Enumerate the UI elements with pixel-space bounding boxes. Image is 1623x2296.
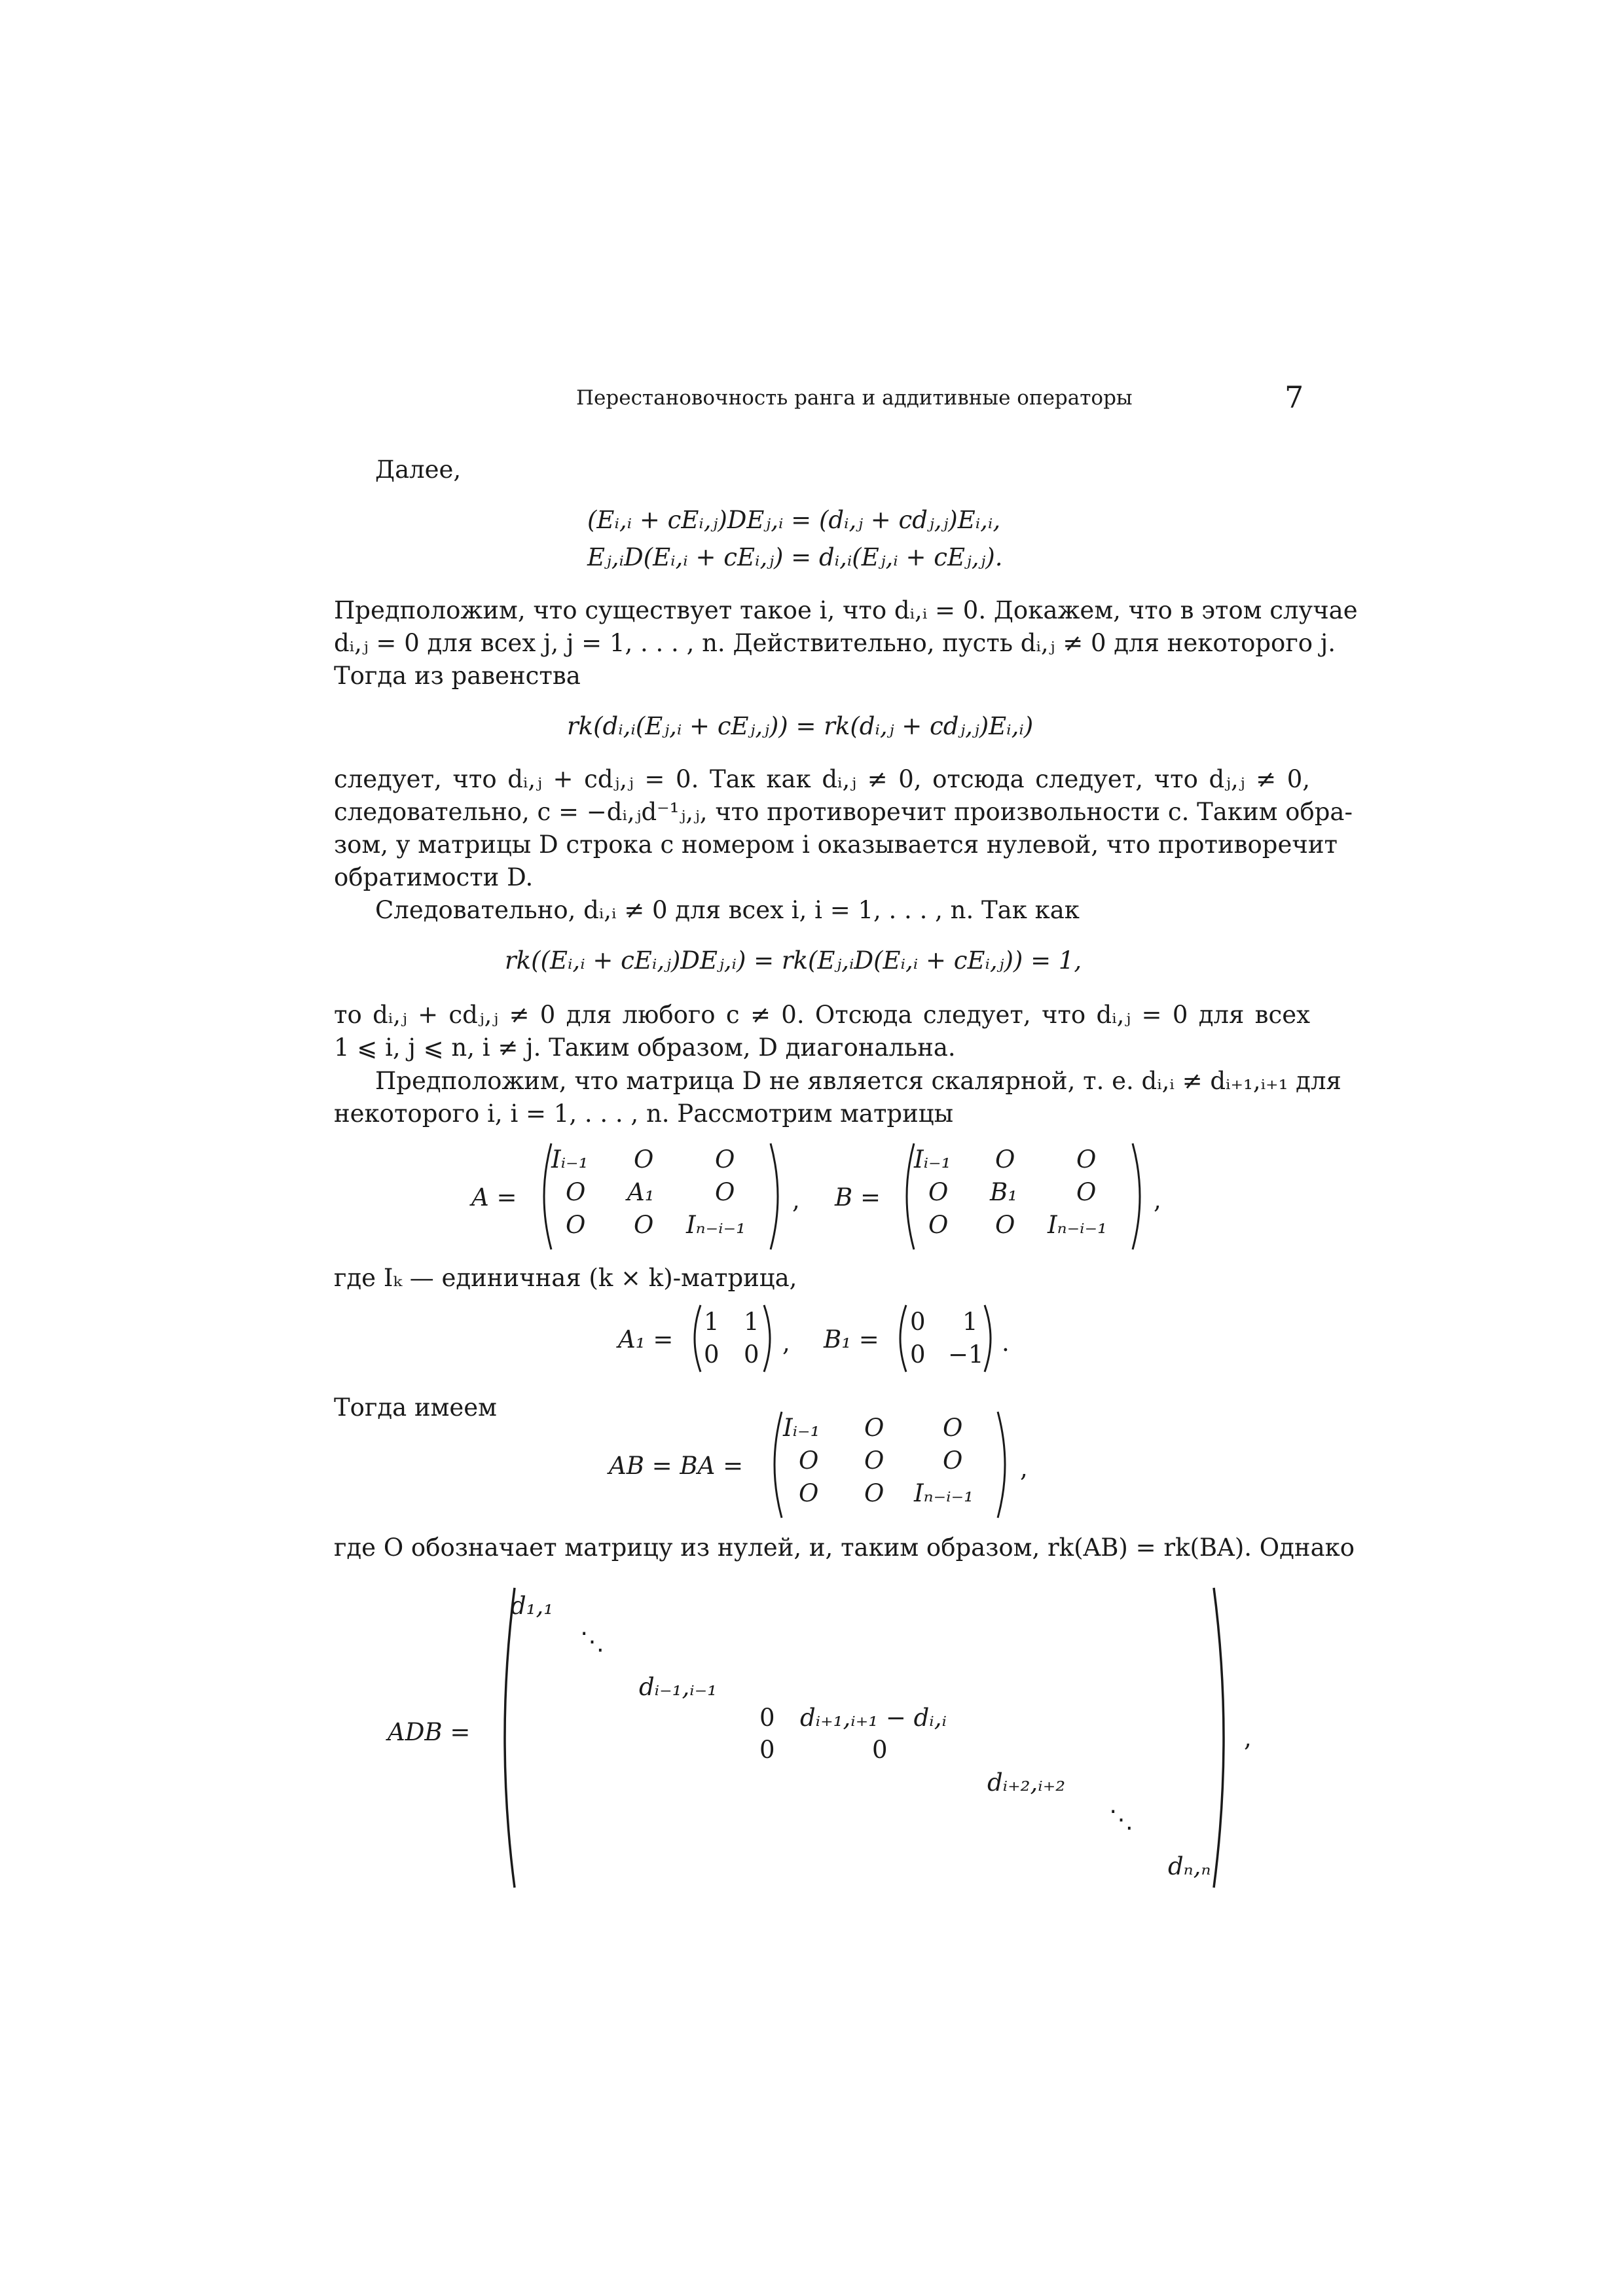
right-paren-icon xyxy=(768,1141,788,1252)
matrix-cell: O xyxy=(864,1479,884,1507)
matrix-trailing-punct: , xyxy=(792,1186,800,1214)
left-paren-icon xyxy=(765,1409,784,1520)
matrix-cell: O xyxy=(799,1446,819,1475)
left-paren-icon xyxy=(892,1302,909,1374)
paragraph-line: следовательно, c = −dᵢ,ⱼd⁻¹ⱼ,ⱼ, что противоречит произвольности c. Таким обра- xyxy=(334,798,1353,826)
paragraph-line: Следовательно, dᵢ,ᵢ ≠ 0 для всех i, i = 1, . . . , n. Так как xyxy=(375,896,1080,924)
paragraph-line: где Iₖ — единичная (k × k)-матрица, xyxy=(334,1264,797,1292)
matrix-trailing-punct: , xyxy=(782,1329,790,1357)
running-title: Перестановочность ранга и аддитивные операторы xyxy=(576,386,1133,410)
matrix-label: A₁ = xyxy=(618,1325,674,1354)
matrix-cell: O xyxy=(864,1446,884,1475)
matrix-trailing-punct: , xyxy=(1154,1186,1161,1214)
matrix-cell: O xyxy=(864,1414,884,1442)
matrix-cell: O xyxy=(995,1145,1015,1174)
matrix-cell: O xyxy=(1076,1145,1097,1174)
equation-line: (Eᵢ,ᵢ + cEᵢ,ⱼ)DEⱼ,ᵢ = (dᵢ,ⱼ + cdⱼ,ⱼ)Eᵢ,ᵢ, xyxy=(587,506,1001,534)
matrix-cell: 0 xyxy=(910,1308,926,1336)
right-paren-icon xyxy=(1130,1141,1150,1252)
paragraph-line: Предположим, что матрица D не является скалярной, т. е. dᵢ,ᵢ ≠ dᵢ₊₁,ᵢ₊₁ для xyxy=(375,1067,1341,1095)
matrix-cell: O xyxy=(799,1479,819,1507)
equation-line: rk((Eᵢ,ᵢ + cEᵢ,ⱼ)DEⱼ,ᵢ) = rk(Eⱼ,ᵢD(Eᵢ,ᵢ + cEᵢ,ⱼ)) = 1, xyxy=(505,946,1082,975)
matrix-cell: −1 xyxy=(948,1340,984,1369)
matrix-cell: O xyxy=(928,1211,949,1239)
paragraph-line: где O обозначает матрицу из нулей, и, таким образом, rk(AB) = rk(BA). Однако xyxy=(334,1534,1355,1562)
matrix-cell: O xyxy=(715,1145,735,1174)
equation-line: rk(dᵢ,ᵢ(Eⱼ,ᵢ + cEⱼ,ⱼ)) = rk(dᵢ,ⱼ + cdⱼ,ⱼ)Eᵢ,ᵢ) xyxy=(567,712,1034,740)
matrix-cell: 0 xyxy=(704,1340,720,1369)
paragraph-line: 1 ⩽ i, j ⩽ n, i ≠ j. Таким образом, D диагональна. xyxy=(334,1033,956,1062)
equation-line: Eⱼ,ᵢD(Eᵢ,ᵢ + cEᵢ,ⱼ) = dᵢ,ᵢ(Eⱼ,ᵢ + cEⱼ,ⱼ). xyxy=(587,543,1003,571)
matrix-cell: Iᵢ₋₁ xyxy=(914,1145,951,1174)
matrix-cell: Iₙ₋ᵢ₋₁ xyxy=(914,1479,974,1507)
paragraph-line: то dᵢ,ⱼ + cdⱼ,ⱼ ≠ 0 для любого c ≠ 0. Отсюда следует, что dᵢ,ⱼ = 0 для всех xyxy=(334,1001,1310,1029)
matrix-cell: 0 xyxy=(872,1736,888,1764)
matrix-cell: O xyxy=(1076,1178,1097,1206)
matrix-cell: Iₙ₋ᵢ₋₁ xyxy=(1048,1211,1107,1239)
matrix-cell: dᵢ₋₁,ᵢ₋₁ xyxy=(639,1673,718,1701)
matrix-cell: dᵢ₊₂,ᵢ₊₂ xyxy=(987,1768,1066,1797)
matrix-cell: O xyxy=(928,1178,949,1206)
paragraph-line: dᵢ,ⱼ = 0 для всех j, j = 1, . . . , n. Действительно, пусть dᵢ,ⱼ ≠ 0 для некоторого j. xyxy=(334,629,1336,657)
matrix-trailing-punct: . xyxy=(1002,1329,1010,1357)
right-paren-icon xyxy=(1210,1584,1236,1892)
matrix-cell: dₙ,ₙ xyxy=(1168,1852,1211,1880)
paragraph-line: Тогда имеем xyxy=(334,1393,497,1422)
paragraph-line: Тогда из равенства xyxy=(334,662,581,690)
paragraph-intro: Далее, xyxy=(375,456,462,484)
paragraph-line: обратимости D. xyxy=(334,863,534,891)
matrix-cell: O xyxy=(943,1446,963,1475)
matrix-cell: 1 xyxy=(962,1308,978,1336)
matrix-cell: O xyxy=(943,1414,963,1442)
paragraph-line: некоторого i, i = 1, . . . , n. Рассмотрим матрицы xyxy=(334,1100,954,1128)
matrix-trailing-punct: , xyxy=(1244,1724,1252,1752)
right-paren-icon xyxy=(995,1409,1015,1520)
paragraph-line: следует, что dᵢ,ⱼ + cdⱼ,ⱼ = 0. Так как dᵢ,ⱼ ≠ 0, отсюда следует, что dⱼ,ⱼ ≠ 0, xyxy=(334,765,1310,793)
matrix-cell: 1 xyxy=(744,1308,759,1336)
matrix-label: AB = BA = xyxy=(609,1452,744,1480)
matrix-cell: A₁ xyxy=(627,1178,655,1206)
paragraph-line: Предположим, что существует такое i, что dᵢ,ᵢ = 0. Докажем, что в этом случае xyxy=(334,596,1358,624)
matrix-label: B₁ = xyxy=(824,1325,879,1354)
matrix-ellipsis: ⋱ xyxy=(580,1627,604,1655)
left-paren-icon xyxy=(492,1584,519,1892)
matrix-cell: O xyxy=(995,1211,1015,1239)
page-number: 7 xyxy=(1285,380,1304,415)
matrix-label: A = xyxy=(471,1183,517,1211)
matrix-cell: O xyxy=(634,1145,654,1174)
matrix-cell: Iᵢ₋₁ xyxy=(783,1414,820,1442)
matrix-cell: B₁ xyxy=(990,1178,1018,1206)
matrix-cell: 0 xyxy=(759,1704,775,1732)
matrix-cell: Iₙ₋ᵢ₋₁ xyxy=(686,1211,746,1239)
matrix-label: B = xyxy=(835,1183,881,1211)
matrix-ellipsis: ⋱ xyxy=(1109,1805,1133,1833)
matrix-cell: O xyxy=(715,1178,735,1206)
matrix-cell: O xyxy=(634,1211,654,1239)
matrix-cell: Iᵢ₋₁ xyxy=(551,1145,589,1174)
matrix-cell: 0 xyxy=(910,1340,926,1369)
matrix-label: ADB = xyxy=(388,1718,471,1746)
paragraph-line: зом, у матрицы D строка с номером i оказывается нулевой, что противоречит xyxy=(334,831,1338,859)
right-paren-icon xyxy=(761,1302,778,1374)
matrix-cell: O xyxy=(566,1211,586,1239)
left-paren-icon xyxy=(686,1302,703,1374)
matrix-trailing-punct: , xyxy=(1020,1454,1028,1482)
matrix-cell: 1 xyxy=(704,1308,720,1336)
matrix-cell: O xyxy=(566,1178,586,1206)
right-paren-icon xyxy=(982,1302,999,1374)
matrix-cell: 0 xyxy=(744,1340,759,1369)
matrix-cell: d₁,₁ xyxy=(511,1592,554,1620)
matrix-cell: 0 xyxy=(759,1736,775,1764)
matrix-cell: dᵢ₊₁,ᵢ₊₁ − dᵢ,ᵢ xyxy=(800,1704,947,1732)
